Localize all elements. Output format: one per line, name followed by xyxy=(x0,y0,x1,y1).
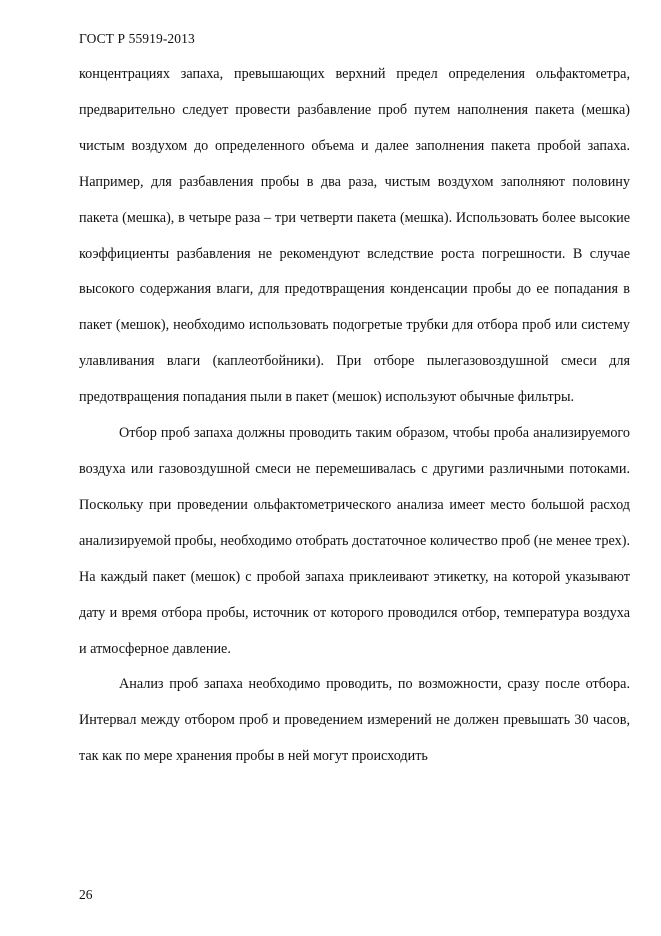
document-header: ГОСТ Р 55919-2013 xyxy=(79,31,195,46)
document-body xyxy=(79,57,630,775)
paragraph-continuation: концентрациях запаха, превышающих верхний предел определения ольфактометра, предварительно следует провести разбавление проб путем наполнения пакета (мешка) чистым воздухом до определенного объема и далее заполнения пакета пробой запаха. Например, для разбавления пробы в два раза, чистым воздухом заполняют половину пакета (мешка), в четыре раза – три четверти пакета (мешка). Использовать более высокие коэффициенты разбавления не рекомендуют вследствие роста погрешности. В случае высокого содержания влаги, для предотвращения конденсации пробы до ее попадания в пакет (мешок), необходимо использовать подогретые трубки для отбора проб или систему улавливания влаги (каплеотбойники). При отборе пылегазовоздушной смеси для предотвращения попадания пыли в пакет (мешок) используют обычные фильтры. xyxy=(79,66,630,406)
paragraph-analysis: Анализ проб запаха необходимо проводить, по возможности, сразу после отбора. Интервал между отбором проб и проведением измерений не должен превышать 30 часов, так как по мере хранения пробы в ней могут происходить xyxy=(79,676,630,765)
paragraph-sampling: Отбор проб запаха должны проводить таким образом, чтобы проба анализируемого воздуха или газовоздушной смеси не перемешивалась с другими различными потоками. Поскольку при проведении ольфактометрического анализа имеет место большой расход анализируемой пробы, необходимо отобрать достаточное количество проб (не менее трех). На каждый пакет (мешок) с пробой запаха приклеивают этикетку, на которой указывают дату и время отбора пробы, источник от которого проводился отбор, температура воздуха и атмосферное давление. xyxy=(79,425,630,657)
page-number: 26 xyxy=(79,887,93,902)
